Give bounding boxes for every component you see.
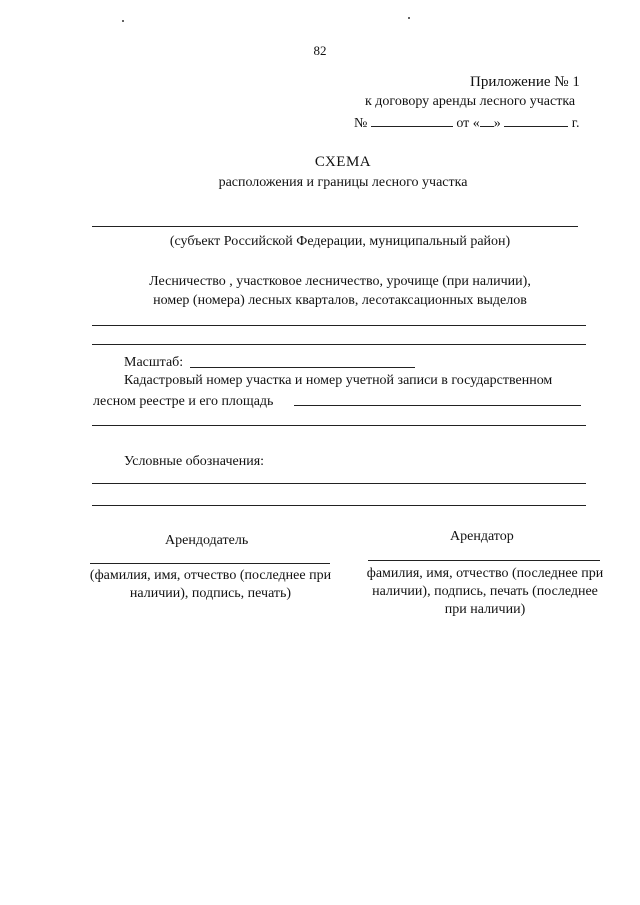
contract-month-blank[interactable] bbox=[504, 114, 568, 127]
appendix-title: Приложение № 1 bbox=[470, 74, 580, 90]
appendix-subtitle: к договору аренды лесного участка bbox=[365, 94, 576, 109]
contract-date-mid: » bbox=[493, 116, 501, 131]
cadastral-line-1: Кадастровый номер участка и номер учетной записи в государственном bbox=[124, 373, 553, 388]
contract-date-prefix: от « bbox=[456, 116, 480, 131]
forestry-blank-line-2[interactable] bbox=[92, 344, 586, 345]
lessor-signature-caption: (фамилия, имя, отчество (последнее при наличии), подпись, печать) bbox=[89, 568, 332, 601]
subject-blank-line[interactable] bbox=[92, 226, 578, 227]
contract-number-prefix: № bbox=[354, 116, 368, 131]
legend-label: Условные обозначения: bbox=[124, 454, 265, 469]
schema-title: СХЕМА bbox=[314, 154, 372, 170]
scan-speck bbox=[408, 17, 410, 19]
lessee-signature-line[interactable] bbox=[368, 560, 600, 561]
schema-subtitle: расположения и границы лесного участка bbox=[218, 175, 468, 190]
contract-number-blank[interactable] bbox=[371, 114, 453, 127]
lessor-label: Арендодатель bbox=[165, 533, 249, 548]
contract-year-suffix: г. bbox=[571, 116, 580, 131]
subject-caption: (субъект Российской Федерации, муниципальный район) bbox=[169, 234, 511, 249]
forestry-line-1: Лесничество , участковое лесничество, урочище (при наличии), bbox=[149, 274, 531, 289]
lessee-label: Арендатор bbox=[450, 529, 514, 544]
lessee-signature-caption: фамилия, имя, отчество (последнее при наличии), подпись, печать (последнее при наличии) bbox=[366, 566, 604, 617]
legend-blank-line-1[interactable] bbox=[92, 483, 586, 484]
cadastral-blank-line-1[interactable] bbox=[294, 405, 581, 406]
forestry-blank-line-1[interactable] bbox=[92, 325, 586, 326]
cadastral-blank-line-2[interactable] bbox=[92, 425, 586, 426]
lessor-signature-line[interactable] bbox=[90, 563, 330, 564]
contract-number-line bbox=[354, 114, 594, 133]
contract-day-blank[interactable] bbox=[480, 114, 494, 127]
scan-speck bbox=[122, 20, 124, 22]
scale-blank-line[interactable] bbox=[190, 367, 415, 368]
scale-label: Масштаб: bbox=[124, 355, 184, 370]
page-number: 82 bbox=[313, 43, 327, 58]
legend-blank-line-2[interactable] bbox=[92, 505, 586, 506]
forestry-line-2: номер (номера) лесных кварталов, лесотаксационных выделов bbox=[153, 293, 527, 308]
cadastral-line-2: лесном реестре и его площадь bbox=[93, 394, 274, 409]
